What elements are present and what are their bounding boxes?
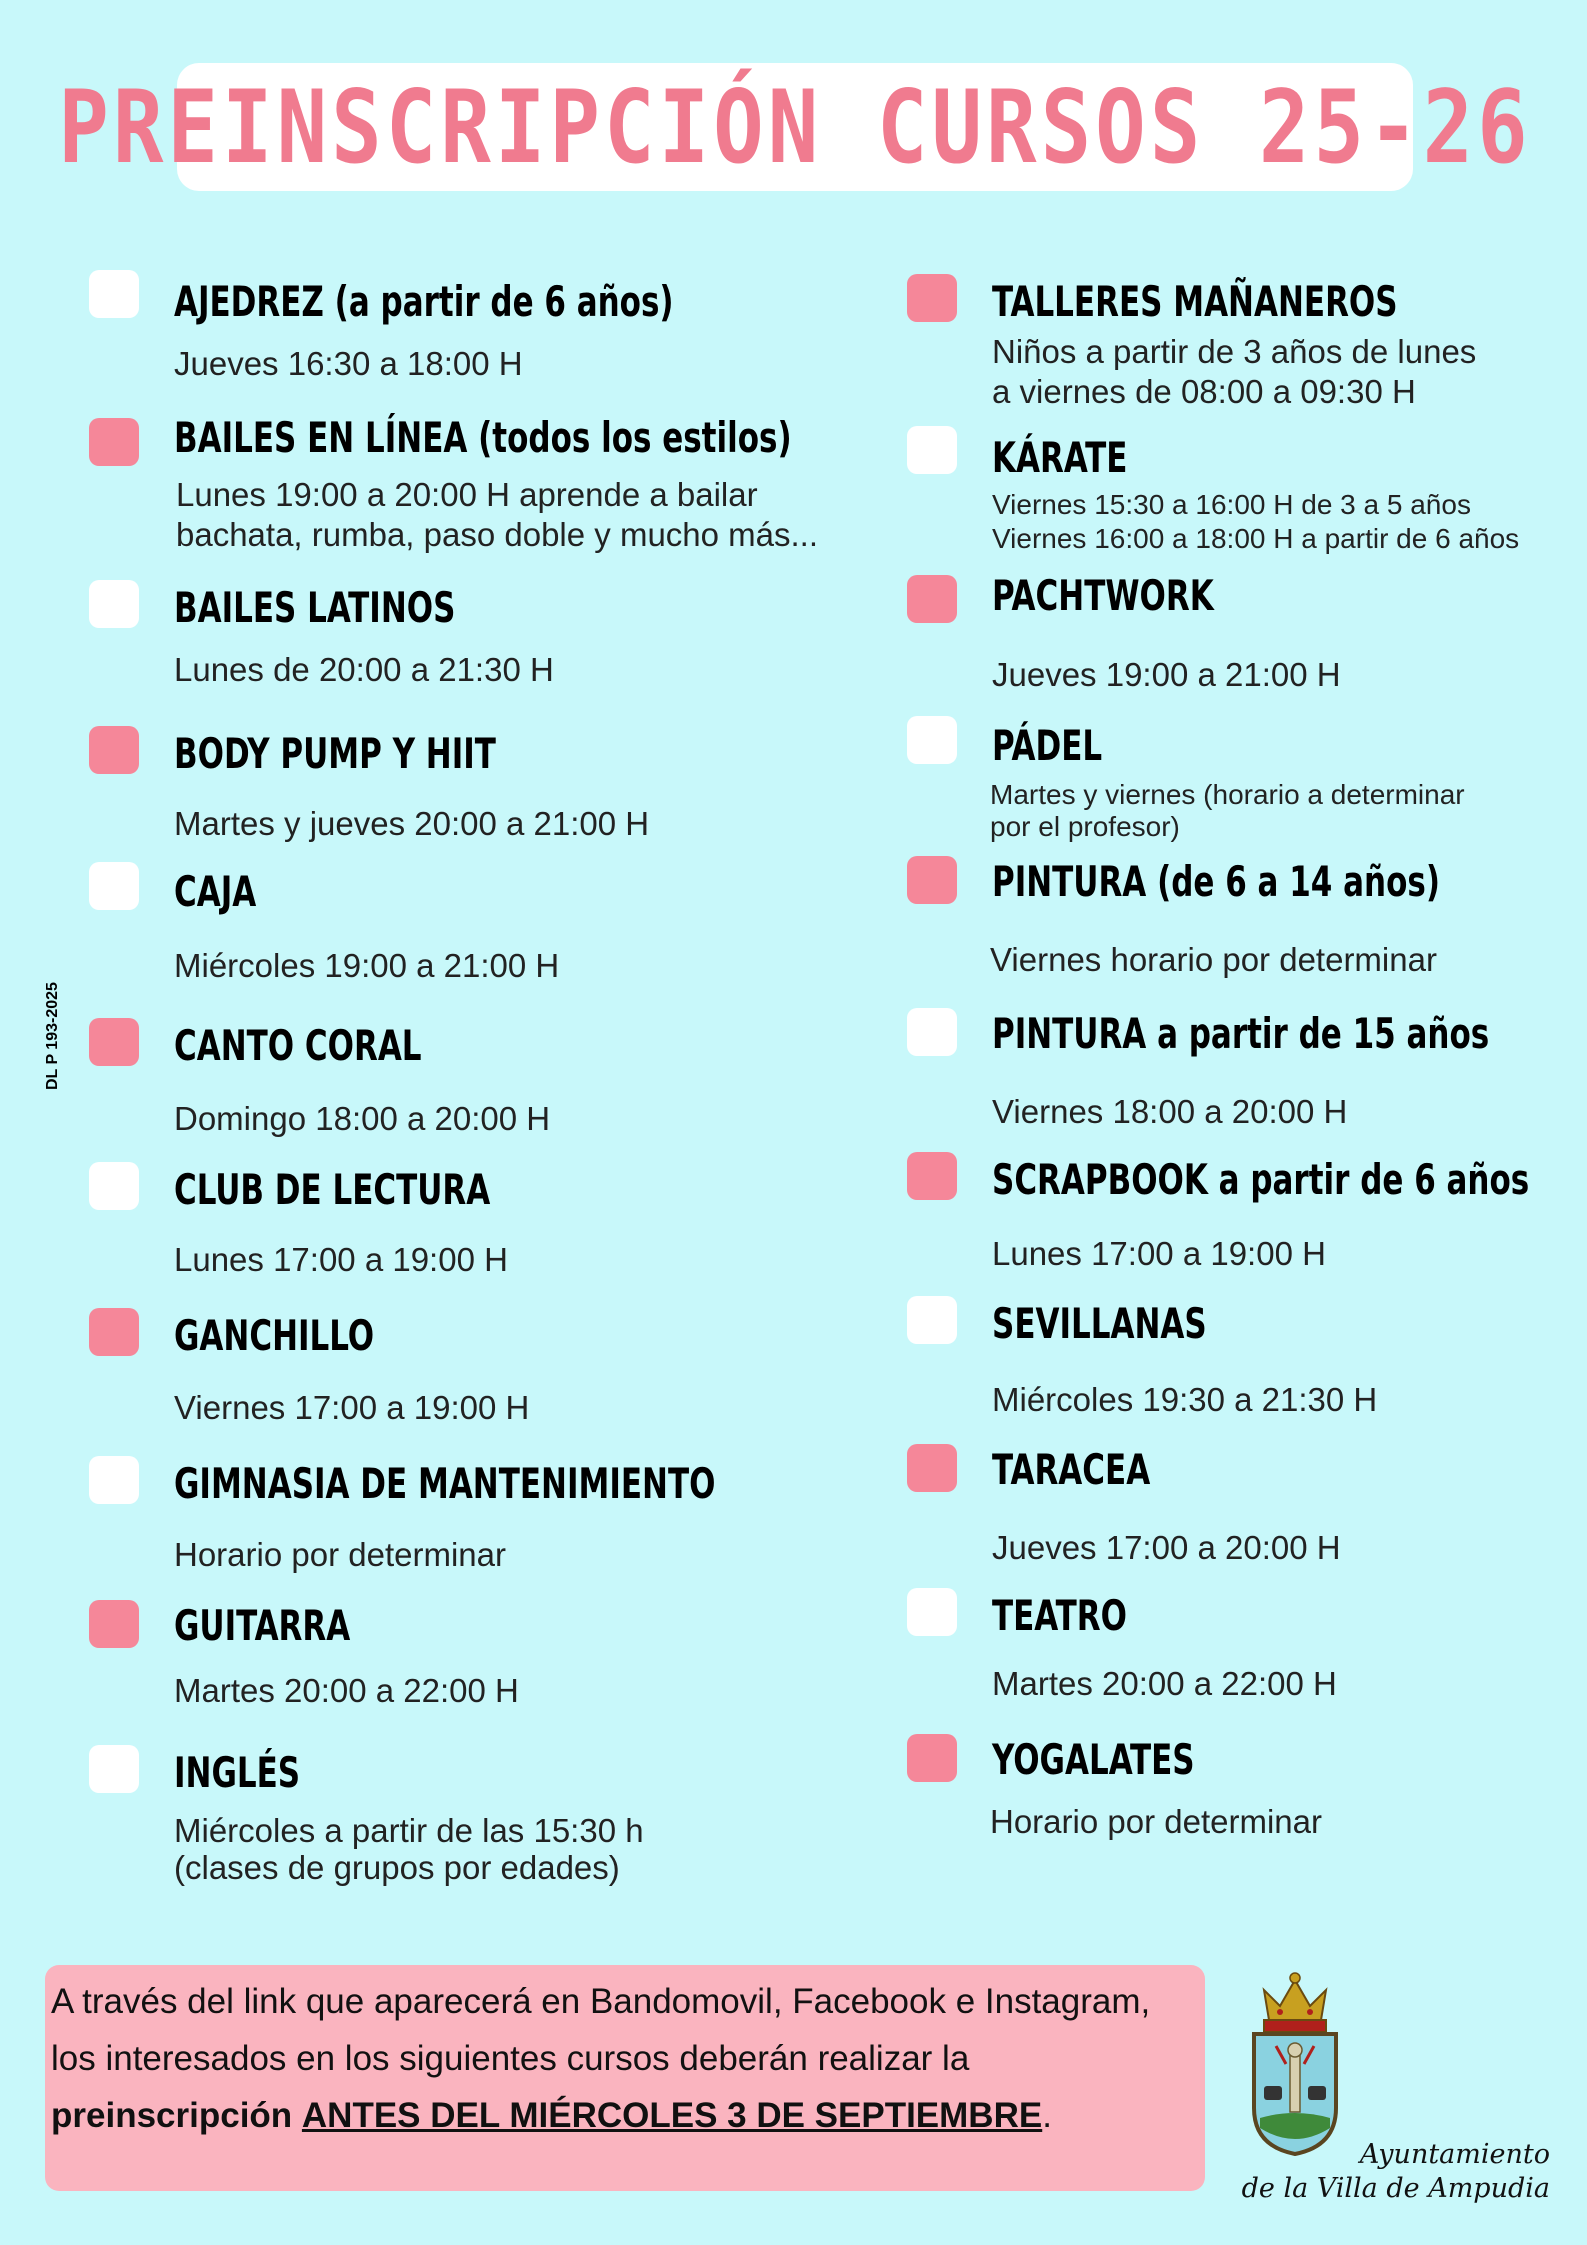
course-schedule: Miércoles a partir de las 15:30 h <box>174 1812 644 1849</box>
checkbox[interactable] <box>89 580 139 628</box>
checkbox[interactable] <box>89 1600 139 1648</box>
course-schedule: Lunes de 20:00 a 21:30 H <box>174 651 554 688</box>
checkbox[interactable] <box>907 1444 957 1492</box>
course-name: BODY PUMP Y HIIT <box>174 729 496 778</box>
course-name: SCRAPBOOK a partir de 6 años <box>992 1155 1530 1204</box>
course-schedule: Horario por determinar <box>174 1536 506 1573</box>
course-schedule: a viernes de 08:00 a 09:30 H <box>992 373 1416 410</box>
course-name: BAILES EN LÍNEA (todos los estilos) <box>174 413 792 462</box>
course-schedule: Martes y viernes (horario a determinar <box>990 779 1465 810</box>
checkbox[interactable] <box>89 1745 139 1793</box>
course-schedule: Viernes horario por determinar <box>990 941 1437 978</box>
page-title: PREINSCRIPCIÓN CURSOS 25-26 <box>58 68 1532 186</box>
municipality-name <box>1240 2138 1550 2206</box>
course-name: CANTO CORAL <box>174 1021 422 1070</box>
course-schedule: Lunes 17:00 a 19:00 H <box>174 1241 508 1278</box>
course-schedule: Jueves 16:30 a 18:00 H <box>174 345 523 382</box>
checkbox[interactable] <box>89 1456 139 1504</box>
checkbox[interactable] <box>89 418 139 466</box>
municipal-crest-icon <box>1240 1968 1350 2158</box>
course-schedule: (clases de grupos por edades) <box>174 1849 620 1886</box>
checkbox[interactable] <box>89 862 139 910</box>
checkbox[interactable] <box>907 1008 957 1056</box>
checkbox[interactable] <box>907 426 957 474</box>
course-schedule: Jueves 19:00 a 21:00 H <box>992 656 1341 693</box>
checkbox[interactable] <box>907 1734 957 1782</box>
course-schedule: Martes 20:00 a 22:00 H <box>174 1672 519 1709</box>
course-name: TARACEA <box>992 1445 1151 1494</box>
title-banner <box>58 63 1532 191</box>
course-schedule: Martes 20:00 a 22:00 H <box>992 1665 1337 1702</box>
course-name: PINTURA a partir de 15 años <box>992 1009 1490 1058</box>
course-name: CLUB DE LECTURA <box>174 1165 491 1214</box>
course-schedule: Viernes 15:30 a 16:00 H de 3 a 5 años <box>992 489 1471 520</box>
course-name: KÁRATE <box>992 433 1128 482</box>
checkbox[interactable] <box>907 575 957 623</box>
course-schedule: Martes y jueves 20:00 a 21:00 H <box>174 805 650 842</box>
notice-bold: preinscripción <box>51 2096 293 2135</box>
course-schedule: Viernes 18:00 a 20:00 H <box>992 1093 1348 1130</box>
course-schedule: Miércoles 19:30 a 21:30 H <box>992 1381 1378 1418</box>
checkbox[interactable] <box>89 270 139 318</box>
checkbox[interactable] <box>907 716 957 764</box>
course-name: AJEDREZ (a partir de 6 años) <box>174 277 674 326</box>
notice-box <box>45 1965 1205 2191</box>
checkbox[interactable] <box>907 856 957 904</box>
course-name: YOGALATES <box>992 1735 1195 1784</box>
course-schedule: por el profesor) <box>990 811 1180 842</box>
notice-end: . <box>1042 2096 1052 2135</box>
course-schedule: Viernes 17:00 a 19:00 H <box>174 1389 530 1426</box>
municipality-line-1: Ayuntamiento <box>1359 2139 1550 2170</box>
notice-deadline: ANTES DEL MIÉRCOLES 3 DE SEPTIEMBRE <box>301 2096 1043 2135</box>
notice-intro: A través del link que aparecerá en Bandomovil, Facebook e Instagram, los interesados en los siguientes cursos deberán realizar la <box>51 1982 1151 2078</box>
checkbox[interactable] <box>89 726 139 774</box>
course-name: PINTURA (de 6 a 14 años) <box>992 857 1440 906</box>
course-name: SEVILLANAS <box>992 1299 1207 1348</box>
course-name: PÁDEL <box>992 721 1103 770</box>
course-name: GIMNASIA DE MANTENIMIENTO <box>174 1459 716 1508</box>
course-schedule: Viernes 16:00 a 18:00 H a partir de 6 años <box>992 523 1520 554</box>
course-schedule: Lunes 19:00 a 20:00 H aprende a bailar <box>176 476 758 513</box>
checkbox[interactable] <box>89 1162 139 1210</box>
legal-deposit-code: DL P 193-2025 <box>44 982 61 1090</box>
checkbox[interactable] <box>907 1588 957 1636</box>
course-schedule: Niños a partir de 3 años de lunes <box>992 333 1477 370</box>
course-name: PACHTWORK <box>992 571 1214 620</box>
course-name: TEATRO <box>992 1591 1127 1640</box>
checkbox[interactable] <box>89 1308 139 1356</box>
course-name: TALLERES MAÑANEROS <box>992 277 1398 326</box>
checkbox[interactable] <box>907 274 957 322</box>
notice-text <box>51 1973 1201 2144</box>
course-name: BAILES LATINOS <box>174 583 456 632</box>
checkbox[interactable] <box>907 1152 957 1200</box>
course-schedule: bachata, rumba, paso doble y mucho más... <box>176 516 819 553</box>
course-name: INGLÉS <box>174 1748 301 1797</box>
course-schedule: Miércoles 19:00 a 21:00 H <box>174 947 560 984</box>
course-schedule: Domingo 18:00 a 20:00 H <box>174 1100 551 1137</box>
checkbox[interactable] <box>907 1296 957 1344</box>
course-schedule: Jueves 17:00 a 20:00 H <box>992 1529 1341 1566</box>
checkbox[interactable] <box>89 1018 139 1066</box>
course-schedule: Horario por determinar <box>990 1803 1322 1840</box>
municipality-line-2: de la Villa de Ampudia <box>1241 2173 1550 2204</box>
course-name: CAJA <box>174 867 257 916</box>
course-name: GUITARRA <box>174 1601 351 1650</box>
course-name: GANCHILLO <box>174 1311 375 1360</box>
course-schedule: Lunes 17:00 a 19:00 H <box>992 1235 1326 1272</box>
